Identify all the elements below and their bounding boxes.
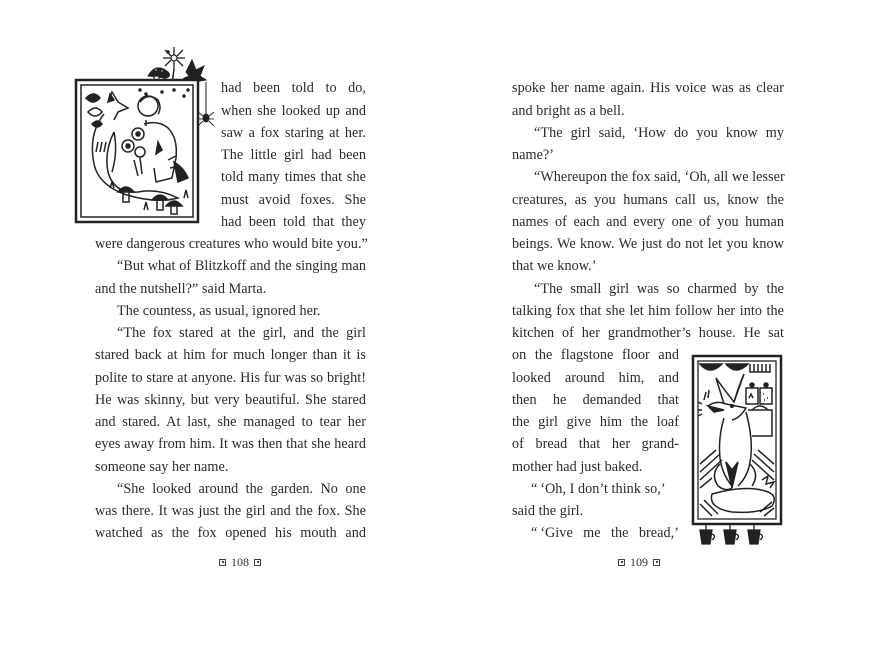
folio-ornament-icon	[219, 559, 226, 566]
text-line: watched as the fox opened his mouth and	[95, 525, 366, 541]
text-line: The little girl had been	[221, 147, 366, 163]
text-line: saw a fox staring at her.	[221, 125, 366, 141]
text-line: “ ‘Give me the bread,’	[531, 525, 679, 541]
right-page	[439, 0, 878, 648]
text-line: said the girl.	[512, 503, 584, 519]
text-line: looked around him, and	[512, 370, 679, 386]
folio-ornament-icon	[653, 559, 660, 566]
page-number-value: 109	[630, 555, 648, 569]
text-line: talking fox that she let him follow her into the	[512, 303, 784, 319]
text-line: eyes away from him. It was then that she heard	[95, 436, 366, 452]
text-line: and stared. At last, she managed to tear her	[95, 414, 366, 430]
text-line: was there. It was just the girl and the fox. She	[95, 503, 366, 519]
page-number	[180, 555, 300, 569]
text-line: “She looked around the garden. No one	[117, 481, 366, 497]
text-line: “But what of Blitzkoff and the singing man	[117, 258, 366, 274]
text-line: “Whereupon the fox said, ‘Oh, all we lesser	[534, 169, 785, 185]
folio-ornament-icon	[254, 559, 261, 566]
text-line: The countess, as usual, ignored her.	[117, 303, 321, 319]
text-line: had been told that they	[221, 214, 366, 230]
text-line: creatures, as you humans call us, know the	[512, 192, 784, 208]
text-line: that we know.’	[512, 258, 597, 274]
text-line: beings. We know. We just do not let you know	[512, 236, 784, 252]
text-line: mother had just baked.	[512, 459, 643, 475]
text-line: “ ‘Oh, I don’t think so,’	[531, 481, 666, 497]
text-line: “The girl said, ‘How do you know my	[534, 125, 784, 141]
page-number	[579, 555, 699, 569]
text-line: “The small girl was so charmed by the	[534, 281, 784, 297]
text-line: kitchen of her grandmother’s house. He sat	[512, 325, 784, 341]
fox-in-kitchen-illustration	[690, 354, 786, 552]
text-line: had been told to do,	[221, 80, 366, 96]
text-line: told many times that she	[221, 169, 366, 185]
text-line: polite to stare at anyone. His fur was so bright!	[95, 370, 366, 386]
text-line: “The fox stared at the girl, and the girl	[117, 325, 366, 341]
text-line: then he demanded that	[512, 392, 679, 408]
text-line: on the flagstone floor and	[512, 347, 679, 363]
text-line: when she looked up and	[221, 103, 366, 119]
text-line: and the nutshell?” said Marta.	[95, 281, 267, 297]
text-line: must avoid foxes. She	[221, 192, 366, 208]
text-line: of bread that her grand-	[512, 436, 679, 452]
text-line: someone say her name.	[95, 459, 229, 475]
text-line: He was skinny, but very beautiful. She stared	[95, 392, 366, 408]
text-line: stared back at him for much longer than it is	[95, 347, 366, 363]
text-line: name?’	[512, 147, 555, 163]
text-line: spoke her name again. His voice was as clear	[512, 80, 784, 96]
text-line: were dangerous creatures who would bite you.”	[95, 236, 368, 252]
fox-and-girl-illustration	[74, 42, 214, 226]
text-line: and bright as a bell.	[512, 103, 625, 119]
text-line: names of each and every one of you human	[512, 214, 784, 230]
text-line: the girl give him the loaf	[512, 414, 679, 430]
folio-ornament-icon	[618, 559, 625, 566]
page-number-value: 108	[231, 555, 249, 569]
